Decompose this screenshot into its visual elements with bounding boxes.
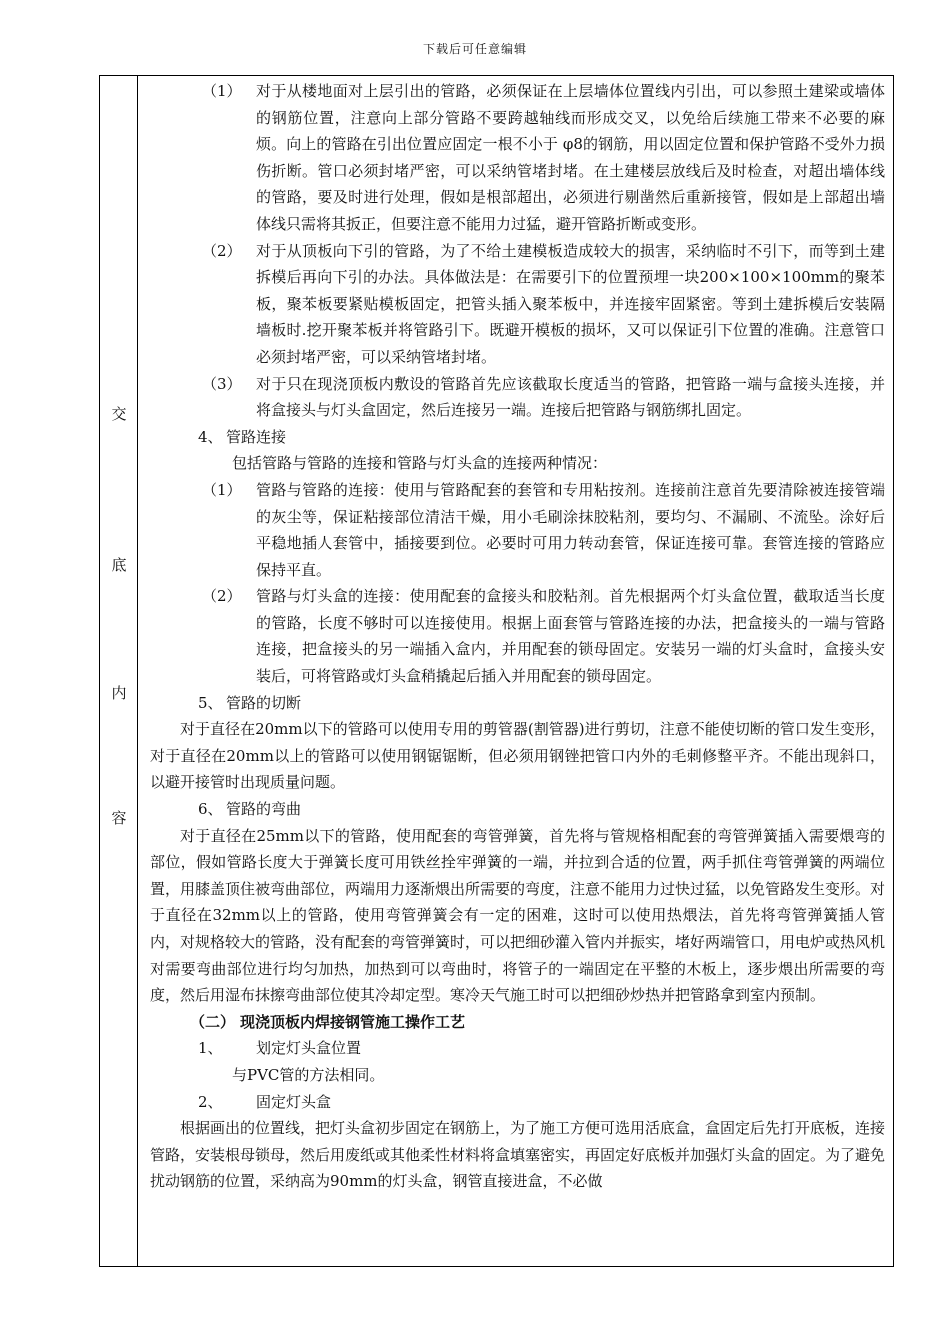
item-text: 管路与管路的连接：使用与管路配套的套管和专用粘按剂。连接前注意首先要清除被连接管端的灰尘等，保证粘接部位清洁干燥，用小毛刷涂抹胶粘剂，要均匀、不漏刷、不流坠。涂好后平稳地插人套管中，插接要到位。必要时可用力转动套管，保证连接可靠。套管连接的管路应保持平直。 [256, 480, 885, 579]
list-item [150, 78, 885, 238]
list-item [150, 371, 885, 424]
label-column [100, 76, 138, 1266]
label-char-jiao: 交 [111, 405, 127, 423]
item-text: 管路与灯头盒的连接：使用配套的盒接头和胶粘剂。首先根据两个灯头盒位置，截取适当长度的管路，长度不够时可以连接使用。根据上面套管与管路连接的办法，把盒接头的一端与管路连接，把盒接头的另一端插入盒内，并用配套的锁母固定。安装另一端的灯头盒时，盒接头安装后，可将管路或灯头盒稍撬起后插入并用配套的锁母固定。 [256, 587, 885, 686]
section-heading [150, 424, 885, 451]
section-heading [150, 796, 885, 823]
section-title: 管路的切断 [226, 693, 302, 712]
section-heading [150, 690, 885, 717]
chapter-number: （二） [190, 1012, 236, 1031]
section-intro: 包括管路与管路的连接和管路与灯头盒的连接两种情况： [232, 454, 608, 473]
label-char-rong: 容 [111, 809, 127, 827]
sub-heading [150, 1089, 885, 1116]
sub-title: 固定灯头盒 [256, 1092, 332, 1111]
sub-number: 2、 [198, 1092, 223, 1111]
section-number: 6、 [198, 800, 223, 819]
item-text: 对于只在现浇顶板内敷设的管路首先应该截取长度适当的管路，把管路一端与盒接头连接，并将盒接头与灯头盒固定，然后连接另一端。连接后把管路与钢筋绑扎固定。 [256, 374, 885, 420]
sub-paragraph: 与PVC管的方法相同。 [232, 1065, 385, 1084]
section-paragraph: 对于直径在25mm以下的管路，使用配套的弯管弹簧，首先将与管规格相配套的弯管弹簧插入需要煨弯的部位，假如管路长度大于弹簧长度可用铁丝拴牢弹簧的一端，并拉到合适的位置，两手抓住弯管弹簧的两端位置，用膝盖顶住被弯曲部位，两端用力逐渐煨出所需要的弯度，注意不能用力过快过猛，以免管路发生变形。对于直径在32mm以上的管路，使用弯管弹簧会有一定的困难，这时可以使用热煨法，首先将弯管弹簧插人管内，对规格较大的管路，没有配套的弯管弹簧时，可以把细砂灌入管内并振实，堵好两端管口，用电炉或热风机对需要弯曲部位进行均匀加热，加热到可以弯曲时，将管子的一端固定在平整的木板上，逐步煨出所需要的弯度，然后用湿布抹擦弯曲部位使其冷却定型。寒冷天气施工时可以把细砂炒热并把管路拿到室内预制。 [150, 826, 886, 1005]
sub-heading [150, 1035, 885, 1062]
label-char-di: 底 [111, 556, 127, 574]
section-title: 管路连接 [226, 427, 287, 446]
chapter-title: 现浇顶板内焊接钢管施工操作工艺 [240, 1012, 466, 1031]
section-paragraph: 对于直径在20mm以下的管路可以使用专用的剪管器(割管器)进行剪切，注意不能使切断的管口发生变形，对于直径在20mm以上的管路可以使用钢锯锯断，但必须用钢锉把管口内外的毛刺修整平齐。不能出现斜口，以避开接管时出现质量问题。 [150, 720, 885, 792]
list-item [150, 583, 885, 689]
section-number: 4、 [198, 427, 223, 446]
item-number: （2） [202, 587, 242, 606]
item-number: （3） [202, 374, 242, 393]
chapter-heading [150, 1009, 885, 1036]
item-number: （1） [202, 480, 242, 499]
section-number: 5、 [198, 693, 223, 712]
item-number: （2） [202, 241, 242, 260]
label-char-nei: 内 [111, 684, 127, 702]
item-text: 对于从楼地面对上层引出的管路，必须保证在上层墙体位置线内引出，可以参照土建梁或墙体的钢筋位置，注意向上部分管路不要跨越轴线而形成交叉，以免给后续施工带来不必要的麻烦。向上的管路在引出位置应固定一根不小于 φ8的钢筋，用以固定位置和保护管路不受外力损伤折断。管口必须封堵严密，可以采纳管堵封堵。在土建楼层放线后及时检查，对超出墙体线的管路，要及时进行处理，假如是根部超出，必须进行剔凿然后重新接管，假如是上部超出墙体线只需将其扳正，但要注意不能用力过猛，避开管路折断或变形。 [256, 82, 885, 233]
item-text: 对于从顶板向下引的管路，为了不给土建模板造成较大的损害，采纳临时不引下，而等到土建拆模后再向下引的办法。具体做法是：在需要引下的位置预埋一块200×100×100mm的聚苯板，聚苯板要紧贴模板固定，把管头插入聚苯板中，并连接牢固紧密。等到土建拆模后安装隔墙板时.挖开聚苯板并将管路引下。既避开模板的损坏，又可以保证引下位置的准确。注意管口必须封堵严密，可以采纳管堵封堵。 [256, 241, 885, 366]
sub-paragraph: 根据画出的位置线，把灯头盒初步固定在钢筋上，为了施工方便可选用活底盒，盒固定后先打开底板，连接管路，安装根母锁母，然后用废纸或其他柔性材料将盒填塞密实，再固定好底板并加强灯头盒的固定。为了避免扰动钢筋的位置，采纳高为90mm的灯头盒，钢管直接进盒，不必做 [150, 1119, 886, 1191]
item-number: （1） [202, 82, 242, 100]
sub-number: 1、 [198, 1039, 223, 1058]
page-header: 下载后可任意编辑 [422, 42, 527, 56]
section-title: 管路的弯曲 [226, 800, 302, 819]
list-item [150, 238, 885, 371]
list-item [150, 477, 885, 583]
sub-title: 划定灯头盒位置 [256, 1039, 362, 1058]
content-cell [138, 76, 893, 1266]
disclosure-table [99, 75, 894, 1267]
